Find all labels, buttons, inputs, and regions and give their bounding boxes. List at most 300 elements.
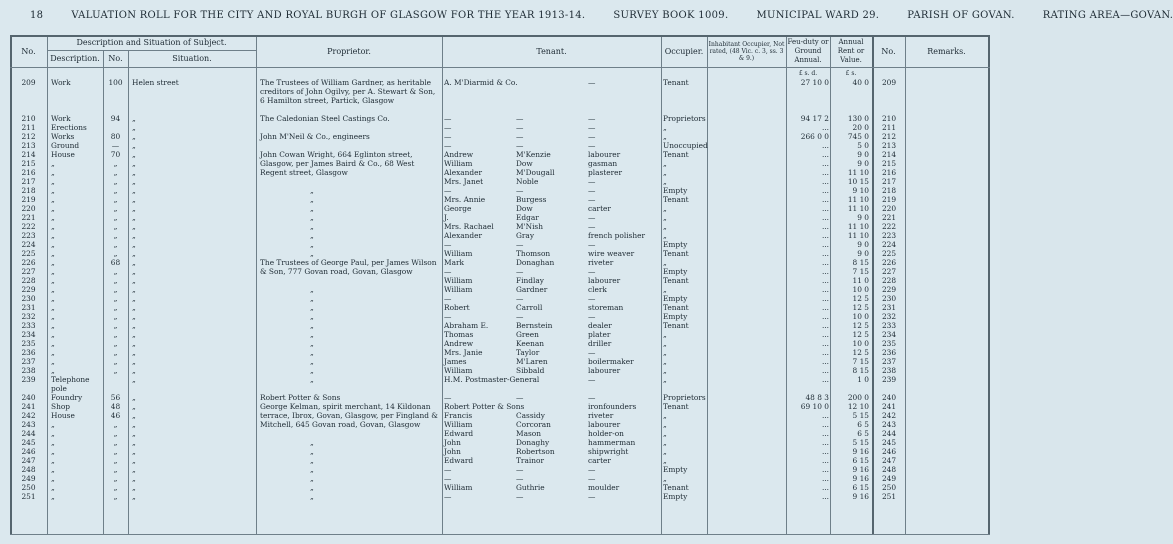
tenant-first-cell: — [444,312,452,321]
tenant-last-cell: Robertson [516,447,555,456]
occupier-cell: „ [663,222,667,231]
situation-cell: Helen street [132,78,179,87]
proprietor-cell: „ [310,447,314,456]
tenant-occupation-cell: — [588,465,596,474]
row-number-right: 246 [881,447,897,456]
annual-value-cell: 12 10 [847,402,869,411]
occupier-cell: „ [663,438,667,447]
description-cell: Erections [51,123,87,132]
tenant-last-cell: M'Kenzie [516,150,551,159]
situation-cell: „ [132,258,136,267]
description-cell: Works [51,132,75,141]
annual-value-cell: 5 0 [857,141,869,150]
street-number-cell: 70 [110,150,121,159]
description-cell: „ [51,447,55,456]
description-cell: House [51,411,75,420]
tenant-occupation-cell: — [588,267,596,276]
tenant-occupation-cell: dealer [588,321,612,330]
description-cell: „ [51,429,55,438]
row-number: 233 [21,321,36,330]
tenant-occupation-cell: — [588,348,596,357]
feu-duty-cell: ... [821,447,829,456]
row-number: 212 [21,132,36,141]
description-cell: „ [51,465,55,474]
situation-cell: „ [132,474,136,483]
table-row [10,123,990,132]
occupier-cell: Unoccupied [663,141,708,150]
situation-cell: „ [132,447,136,456]
situation-cell: „ [132,276,136,285]
feu-duty-cell: ... [821,141,829,150]
feu-duty-cell: ... [821,123,829,132]
occupier-cell: Tenant [663,321,689,330]
table-row [10,177,990,186]
street-number-cell: „ [113,267,118,276]
street-number-cell: „ [113,231,118,240]
tenant-last-cell: — [516,465,524,474]
occupier-cell: Tenant [663,483,689,492]
occupier-cell: Empty [663,312,688,321]
tenant-last-cell: Taylor [516,348,540,357]
table-row [10,168,990,177]
street-number-cell: „ [113,312,118,321]
description-cell: „ [51,366,55,375]
table-row [10,294,990,303]
feu-duty-cell: ... [821,168,829,177]
proprietor-block: John Cowan Wright, 664 Eglinton street, Glasgow, per James Baird & Co., 68 West Regent street, Glasgow [260,150,415,177]
row-number-right: 214 [881,150,897,159]
tenant-first-cell: — [444,267,452,276]
tenant-last-cell: Burgess [516,195,547,204]
table-row [10,150,990,159]
tenant-last-cell: — [516,114,524,123]
tenant-occupation-cell: wire weaver [588,249,635,258]
row-number: 209 [21,78,36,87]
row-number-right: 237 [881,357,897,366]
table-row [10,132,990,141]
street-number-cell: „ [113,186,118,195]
annual-value-cell: 20 0 [852,123,869,132]
tenant-first-cell: Edward [444,456,474,465]
street-number-cell: 68 [110,258,121,267]
tenant-first-cell: — [444,393,452,402]
table-row [10,483,990,492]
proprietor-cell: „ [310,294,314,303]
tenant-last-cell: Mason [516,429,541,438]
description-cell: „ [51,258,55,267]
row-number: 244 [21,429,36,438]
row-number-right: 235 [881,339,897,348]
situation-cell: „ [132,231,136,240]
description-cell: „ [51,285,55,294]
feu-duty-cell: ... [821,420,829,429]
row-number: 232 [21,312,36,321]
feu-duty-cell: ... [821,258,829,267]
col-no-right: No. [881,46,896,56]
street-number-cell: „ [113,429,118,438]
situation-cell: „ [132,411,136,420]
tenant-occupation-cell: — [588,375,596,384]
proprietor-cell: „ [310,285,314,294]
tenant-last-cell: Edgar [516,213,539,222]
table-row [10,393,990,402]
tenant-first-cell: Mrs. Rachael [444,222,494,231]
street-number-cell: „ [113,330,118,339]
description-cell: „ [51,177,55,186]
proprietor-block: Robert Potter & Sons [260,393,341,402]
row-number: 216 [21,168,36,177]
description-cell: Work [51,114,71,123]
annual-value-cell: 10 0 [852,285,869,294]
row-number: 227 [21,267,36,276]
situation-cell: „ [132,222,136,231]
row-number: 250 [21,483,36,492]
occupier-cell: „ [663,177,667,186]
row-number-right: 245 [881,438,897,447]
row-number-right: 234 [881,330,897,339]
tenant-last-cell: Thomson [516,249,551,258]
occupier-cell: Empty [663,465,688,474]
tenant-occupation-cell: labourer [588,276,621,285]
street-number-cell: „ [113,465,118,474]
row-number: 251 [21,492,36,501]
occupier-cell: Tenant [663,78,689,87]
col-street-no: No. [108,54,123,63]
occupier-cell: „ [663,348,667,357]
table-row [10,357,990,366]
street-number-cell: „ [113,357,118,366]
feu-duty-cell: ... [821,456,829,465]
proprietor-block: The Trustees of George Paul, per James Wilson & Son, 777 Govan road, Govan, Glasgow [260,258,437,276]
annual-value-cell: 9 0 [857,150,869,159]
occupier-cell: „ [663,456,667,465]
annual-value-cell: 7 15 [852,357,869,366]
annual-value-cell: 9 0 [857,249,869,258]
tenant-first-cell: William [444,483,473,492]
proprietor-cell: „ [310,474,314,483]
annual-value-cell: 11 10 [847,168,869,177]
table-row [10,114,990,123]
occupier-cell: „ [663,123,667,132]
occupier-cell: „ [663,258,667,267]
table-row [10,366,990,375]
parish: PARISH OF GOVAN. [907,10,1015,21]
feu-duty-cell: ... [821,285,829,294]
proprietor-cell: „ [310,249,314,258]
description-cell: „ [51,483,55,492]
row-number: 213 [21,141,36,150]
tenant-first-cell: James [444,357,467,366]
proprietor-block: The Caledonian Steel Castings Co. [260,114,390,123]
proprietor-cell: „ [310,195,314,204]
street-number-cell: „ [113,348,118,357]
feu-duty-cell: ... [821,204,829,213]
table-row [10,105,990,114]
description-cell: „ [51,267,55,276]
occupier-cell: „ [663,366,667,375]
street-number-cell: 48 [110,402,121,411]
tenant-first-cell: William [444,276,473,285]
col-tenant: Tenant. [536,46,567,56]
situation-cell: „ [132,249,136,258]
row-number-right: 216 [881,168,897,177]
proprietor-cell: „ [310,231,314,240]
annual-value-cell: 10 0 [852,339,869,348]
row-number-right: 239 [881,375,897,384]
tenant-occupation-cell: — [588,177,596,186]
row-number-right: 212 [881,132,897,141]
feu-duty-cell: ... [821,222,829,231]
tenant-last-cell: Guthrie [516,483,545,492]
proprietor-block: The Trustees of William Gardner, as heritable creditors of John Ogilvy, per A. Stewart & Son, 6 Hamilton street, Partick, Glasgow [260,78,436,105]
annual-value-cell: 9 10 [852,186,869,195]
tenant-occupation-cell: — [588,186,596,195]
row-number-right: 249 [881,474,897,483]
situation-cell: „ [132,213,136,222]
feu-duty-cell: ... [821,375,829,384]
page-number: 18 [30,10,44,21]
table-row [10,258,990,267]
table-row [10,492,990,501]
situation-cell: „ [132,330,136,339]
tenant-last-cell: — [516,132,524,141]
situation-cell: „ [132,321,136,330]
tenant-first-cell: Mark [444,258,464,267]
tenant-last-cell: — [516,474,524,483]
row-number-right: 215 [881,159,897,168]
occupier-cell: „ [663,447,667,456]
row-number-right: 220 [881,204,897,213]
occupier-cell: „ [663,429,667,438]
row-number-right: 238 [881,366,897,375]
feu-duty-cell: ... [821,474,829,483]
table-row [10,159,990,168]
table-row [10,465,990,474]
tenant-occupation-cell: moulder [588,483,620,492]
occupier-cell: Tenant [663,303,689,312]
table-row [10,240,990,249]
table-row [10,276,990,285]
feu-duty-cell: ... [821,330,829,339]
table-row [10,429,990,438]
row-number-right: 225 [881,249,897,258]
row-number-right: 218 [881,186,897,195]
row-number: 222 [21,222,36,231]
proprietor-cell: „ [310,213,314,222]
tenant-first-cell: — [444,141,452,150]
row-number-right: 224 [881,240,897,249]
valuation-table [10,35,990,535]
tenant-occupation-cell: — [588,222,596,231]
tenant-last-cell: Gray [516,231,535,240]
occupier-cell: Empty [663,186,688,195]
tenant-last-cell: M'Nish [516,222,543,231]
proprietor-cell: „ [310,366,314,375]
street-number-cell: 80 [110,132,121,141]
row-number: 228 [21,276,36,285]
row-number-right: 223 [881,231,897,240]
tenant-occupation-cell: riveter [588,258,614,267]
row-number: 249 [21,474,36,483]
occupier-cell: „ [663,375,667,384]
row-number-right: 222 [881,222,897,231]
row-number-right: 236 [881,348,897,357]
occupier-cell: Empty [663,294,688,303]
tenant-first-cell: H.M. Postmaster-General [444,375,540,384]
proprietor-cell: „ [310,186,314,195]
col-occupier: Occupier. [664,46,704,56]
table-row [10,447,990,456]
feu-duty-cell: ... [821,249,829,258]
feu-duty-cell: ... [821,267,829,276]
street-number-cell: „ [113,159,118,168]
annual-value-cell: 5 15 [852,438,869,447]
row-number: 248 [21,465,36,474]
street-number-cell: „ [113,213,118,222]
tenant-last-cell: Dow [516,204,533,213]
row-number: 238 [21,366,36,375]
tenant-occupation-cell: labourer [588,420,621,429]
tenant-last-cell: — [516,294,524,303]
table-row [10,186,990,195]
situation-cell: „ [132,438,136,447]
table-row [10,321,990,330]
occupier-cell: Proprietors [663,393,706,402]
situation-cell: „ [132,204,136,213]
street-number-cell: „ [113,456,118,465]
table-row [10,474,990,483]
annual-value-cell: 11 10 [847,204,869,213]
description-cell: „ [51,348,55,357]
occupier-cell: „ [663,132,667,141]
tenant-first-cell: Alexander [444,168,483,177]
annual-value-cell: 8 15 [852,366,869,375]
occupier-cell: Empty [663,240,688,249]
survey-book: SURVEY BOOK 1009. [613,10,729,21]
tenant-occupation-cell: shipwright [588,447,629,456]
table-row [10,402,990,411]
situation-cell: „ [132,267,136,276]
street-number-cell: „ [113,195,118,204]
row-number-right: 231 [881,303,897,312]
tenant-last-cell: Donaghan [516,258,555,267]
row-number-right: 248 [881,465,897,474]
annual-value-cell: 11 10 [847,222,869,231]
occupier-cell: „ [663,285,667,294]
tenant-first-cell: — [444,123,452,132]
tenant-occupation-cell: carter [588,204,611,213]
tenant-last-cell: — [516,312,524,321]
col-annual-rent: Annual Rent or Value. [837,37,865,64]
situation-cell: „ [132,339,136,348]
col-no: No. [21,46,36,56]
tenant-first-cell: John [444,438,461,447]
occupier-cell: Tenant [663,150,689,159]
occupier-cell: „ [663,411,667,420]
table-row [10,348,990,357]
feu-duty-cell: ... [821,186,829,195]
situation-cell: „ [132,348,136,357]
row-number: 219 [21,195,36,204]
tenant-first-cell: — [444,294,452,303]
proprietor-cell: „ [310,483,314,492]
row-number-right: 228 [881,276,897,285]
situation-cell: „ [132,141,136,150]
annual-value-cell: 9 0 [857,159,869,168]
proprietor-cell: „ [310,348,314,357]
street-number-cell: „ [113,420,118,429]
tenant-last-cell: M'Laren [516,357,548,366]
tenant-occupation-cell: hammerman [588,438,636,447]
description-cell: „ [51,204,55,213]
annual-value-cell: 11 10 [847,195,869,204]
tenant-first-cell: John [444,447,461,456]
street-number-cell: „ [113,303,118,312]
feu-duty-cell: ... [821,339,829,348]
street-number-cell: — [111,141,120,150]
description-cell: „ [51,186,55,195]
tenant-occupation-cell: labourer [588,366,621,375]
table-row [10,249,990,258]
situation-cell: „ [132,375,136,384]
description-cell: „ [51,240,55,249]
tenant-occupation-cell: carter [588,456,611,465]
row-number: 243 [21,420,36,429]
row-number-right: 244 [881,429,897,438]
street-number-cell: „ [113,339,118,348]
occupier-cell: „ [663,474,667,483]
description-cell: „ [51,195,55,204]
annual-value-cell: 11 10 [847,231,869,240]
proprietor-cell: „ [310,204,314,213]
occupier-cell: „ [663,420,667,429]
row-number: 223 [21,231,36,240]
street-number-cell: „ [113,285,118,294]
annual-value-cell: 130 0 [847,114,869,123]
row-number: 211 [21,123,36,132]
street-number-cell: „ [113,249,118,258]
tenant-occupation-cell: riveter [588,411,614,420]
situation-cell: „ [132,294,136,303]
roll-title: VALUATION ROLL FOR THE CITY AND ROYAL BURGH OF GLASGOW FOR THE YEAR 1913-14. [71,10,586,21]
annual-value-cell: 1 0 [857,375,869,384]
tenant-occupation-cell: french polisher [588,231,646,240]
occupier-cell: „ [663,159,667,168]
row-number-right: 209 [881,78,897,87]
street-number-cell: 100 [108,78,123,87]
tenant-occupation-cell: — [588,213,596,222]
row-number: 231 [21,303,36,312]
rent-units: £ s. [845,69,857,77]
tenant-first-cell: William [444,159,473,168]
street-number-cell: „ [113,240,118,249]
tenant-occupation-cell: — [588,78,596,87]
row-number: 236 [21,348,36,357]
row-number-right: 240 [881,393,897,402]
annual-value-cell: 11 0 [852,276,869,285]
street-number-cell: „ [113,294,118,303]
row-number: 247 [21,456,36,465]
occupier-cell: „ [663,339,667,348]
occupier-cell: „ [663,204,667,213]
proprietor-cell: „ [310,321,314,330]
situation-cell: „ [132,312,136,321]
col-description: Description. [50,54,100,63]
tenant-first-cell: Thomas [444,330,474,339]
table-row [10,312,990,321]
annual-value-cell: 745 0 [847,132,869,141]
description-cell: „ [51,456,55,465]
